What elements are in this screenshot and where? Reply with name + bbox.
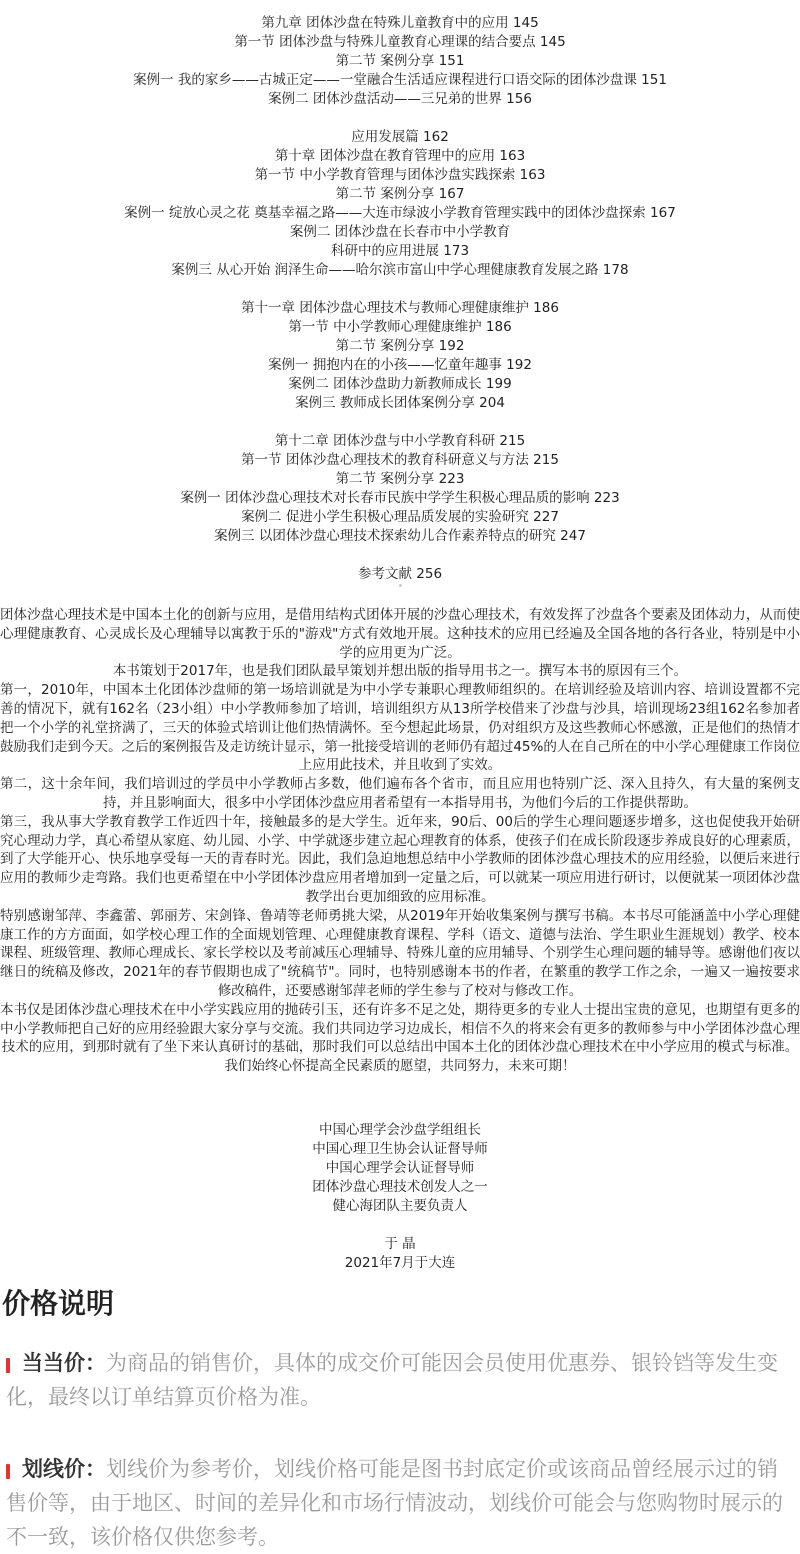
toc-line: 案例二 团体沙盘在长春市中小学教育 (289, 224, 511, 240)
toc-references: 参考文献 256 (357, 566, 443, 582)
toc-line: 案例一 我的家乡——古城正定——一堂融合生活适应课程进行口语交际的团体沙盘课 151 (133, 72, 667, 88)
author-title: 健心海团队主要负责人 (332, 1198, 468, 1214)
toc-line: 案例一 绽放心灵之花 奠基幸福之路——大连市绿波小学教育管理实践中的团体沙盘探索 167 (124, 205, 676, 221)
toc-line: 案例二 团体沙盘活动——三兄弟的世界 156 (268, 91, 532, 107)
toc-line: 第九章 团体沙盘在特殊儿童教育中的应用 145 (261, 15, 539, 31)
price-item-text: 为商品的销售价，具体的成交价可能因会员使用优惠券、银铃铛等发生变化，最终以订单结算页价格为准。 (6, 1351, 778, 1409)
toc-line: 第二节 案例分享 167 (335, 186, 465, 202)
paragraph: 团体沙盘心理技术是中国本土化的创新与应用，是借用结构式团体开展的沙盘心理技术，有效发挥了沙盘各个要素及团体动力，从而使心理健康教育、心灵成长及心理辅导以寓教于乐的"游戏"方式有效地开展。这种技术的应用已经遍及全国各地的各行各业，特别是中小学的应用更为广泛。 (0, 607, 800, 661)
accent-bar (6, 1464, 10, 1479)
toc-line: 案例一 团体沙盘心理技术对长春市民族中学学生积极心理品质的影响 223 (180, 490, 620, 506)
price-item-dangdang (6, 1346, 794, 1414)
price-item-label: 当当价： (22, 1351, 106, 1375)
toc-line: 第十一章 团体沙盘心理技术与教师心理健康维护 186 (241, 300, 559, 316)
paragraph: 特别感谢邹萍、李鑫蕾、郭丽芳、宋剑锋、鲁靖等老师勇挑大梁，从2019年开始收集案例与撰写书稿。本书尽可能涵盖中小学心理健康工作的方方面面，如学校心理工作的全面规划管理、心理健康教育课程、学科（语文、道德与法治、学生职业生涯规划）教学、校本课程、班级管理、教师心理成长、家长学校以及考前减压心理辅导、特殊儿童的应用辅导、个别学生心理问题的辅导等。感谢他们夜以继日的统稿及修改，2021年的春节假期也成了"统稿节"。同时，也特别感谢本书的作者，在繁重的教学工作之余，一遍又一遍按要求修改稿件，还要感谢邹萍老师的学生参与了校对与修改工作。 (0, 907, 800, 999)
toc-line: 科研中的应用进展 173 (330, 243, 470, 259)
preface-text (0, 606, 800, 1076)
toc-line: 案例二 促进小学生积极心理品质发展的实验研究 227 (241, 509, 559, 525)
author-name: 于 晶 (384, 1236, 416, 1252)
paragraph: 我们始终心怀提高全民素质的愿望，共同努力，未来可期！ (224, 1058, 576, 1075)
toc-line: 第一节 中小学教师心理健康维护 186 (288, 319, 512, 335)
author-title: 团体沙盘心理技术创发人之一 (312, 1179, 488, 1195)
table-of-contents (0, 14, 800, 587)
toc-line: 第十章 团体沙盘在教育管理中的应用 163 (274, 148, 526, 164)
price-heading: 价格说明 (2, 1287, 115, 1320)
price-item-strikethrough (6, 1452, 794, 1554)
toc-line: 案例一 拥抱内在的小孩——忆童年趣事 192 (268, 357, 532, 373)
toc-line: 案例二 团体沙盘助力新教师成长 199 (288, 376, 512, 392)
price-item-label: 划线价： (22, 1457, 106, 1481)
toc-line: 第十二章 团体沙盘与中小学教育科研 215 (274, 433, 526, 449)
toc-line: 第二节 案例分享 151 (335, 53, 465, 69)
toc-line: 第一节 中小学教育管理与团体沙盘实践探索 163 (254, 167, 546, 183)
price-explanation (0, 1283, 800, 1554)
toc-line: 第二节 案例分享 192 (335, 338, 465, 354)
accent-bar (6, 1358, 10, 1373)
toc-line: 第二节 案例分享 223 (335, 471, 465, 487)
divider-dot (399, 584, 402, 587)
toc-line: 案例三 从心开始 润泽生命——哈尔滨市富山中学心理健康教育发展之路 178 (171, 262, 629, 278)
paragraph: 第一，2010年，中国本土化团体沙盘师的第一场培训就是为中小学专兼职心理教师组织的。在培训经验及培训内容、培训设置都不完善的情况下，就有162名（23小组）中小学教师参加了培训，培训组织方从13所学校借来了沙盘与沙具，培训现场23组162名参加者把一个小学的礼堂挤满了，三天的体验式培训让他们热情满怀。至今想起此场景，仍对组织方及这些教师心怀感激，正是他们的热情才鼓励我们走到今天。之后的案例报告及走访统计显示，第一批接受培训的老师仍有超过45%的人在自己所在的中小学心理健康工作岗位上应用此技术，并且收到了实效。 (0, 682, 800, 774)
paragraph: 第三，我从事大学教育教学工作近四十年，接触最多的是大学生。近年来，90后、00后的学生心理问题逐步增多，这也促使我开始研究心理动力学，真心希望从家庭、幼儿园、小学、中学就逐步建立起心理教育的体系，使孩子们在成长阶段逐步养成良好的心理素质，到了大学能开心、快乐地享受每一天的青春时光。因此，我们急迫地想总结中小学教师的团体沙盘心理技术的应用经验，以便后来进行应用的教师少走弯路。我们也更希望在中小学团体沙盘应用者增加到一定量之后，可以就某一项应用进行研讨，以便就某一项团体沙盘教学出台更加细致的应用标准。 (0, 813, 800, 905)
paragraph: 本书策划于2017年，也是我们团队最早策划并想出版的指导用书之一。撰写本书的原因有三个。 (112, 663, 688, 680)
toc-line: 应用发展篇 162 (351, 129, 449, 145)
signature-date: 2021年7月于大连 (344, 1255, 456, 1271)
price-item-text: 划线价为参考价，划线价格可能是图书封底定价或该商品曾经展示过的销售价等，由于地区、时间的差异化和市场行情波动，划线价可能会与您购物时展示的不一致，该价格仅供您参考。 (6, 1457, 783, 1549)
author-signature (0, 1121, 800, 1273)
author-title: 中国心理学会认证督导师 (325, 1160, 475, 1176)
author-title: 中国心理卫生协会认证督导师 (312, 1141, 488, 1157)
author-title: 中国心理学会沙盘学组组长 (319, 1122, 481, 1138)
paragraph: 本书仅是团体沙盘心理技术在中小学实践应用的抛砖引玉，还有许多不足之处，期待更多的专业人士提出宝贵的意见，也期望有更多的中小学教师把自己好的应用经验跟大家分享与交流。我们共同边学习边成长，相信不久的将来会有更多的教师参与中小学团体沙盘心理技术的应用，到那时就有了坐下来认真研讨的基础，那时我们可以总结出中国本土化的团体沙盘心理技术在中小学应用的模式与标准。 (0, 1001, 800, 1056)
paragraph: 第二，这十余年间，我们培训过的学员中小学教师占多数，他们遍布各个省市，而且应用也特别广泛、深入且持久，有大量的案例支持，并且影响面大，很多中小学团体沙盘应用者希望有一本指导用书，为他们今后的工作提供帮助。 (0, 776, 800, 811)
toc-line: 第一节 团体沙盘与特殊儿童教育心理课的结合要点 145 (234, 34, 566, 50)
toc-line: 第一节 团体沙盘心理技术的教育科研意义与方法 215 (241, 452, 559, 468)
toc-line: 案例三 教师成长团体案例分享 204 (295, 395, 505, 411)
toc-line: 案例三 以团体沙盘心理技术探索幼儿合作素养特点的研究 247 (214, 528, 586, 544)
